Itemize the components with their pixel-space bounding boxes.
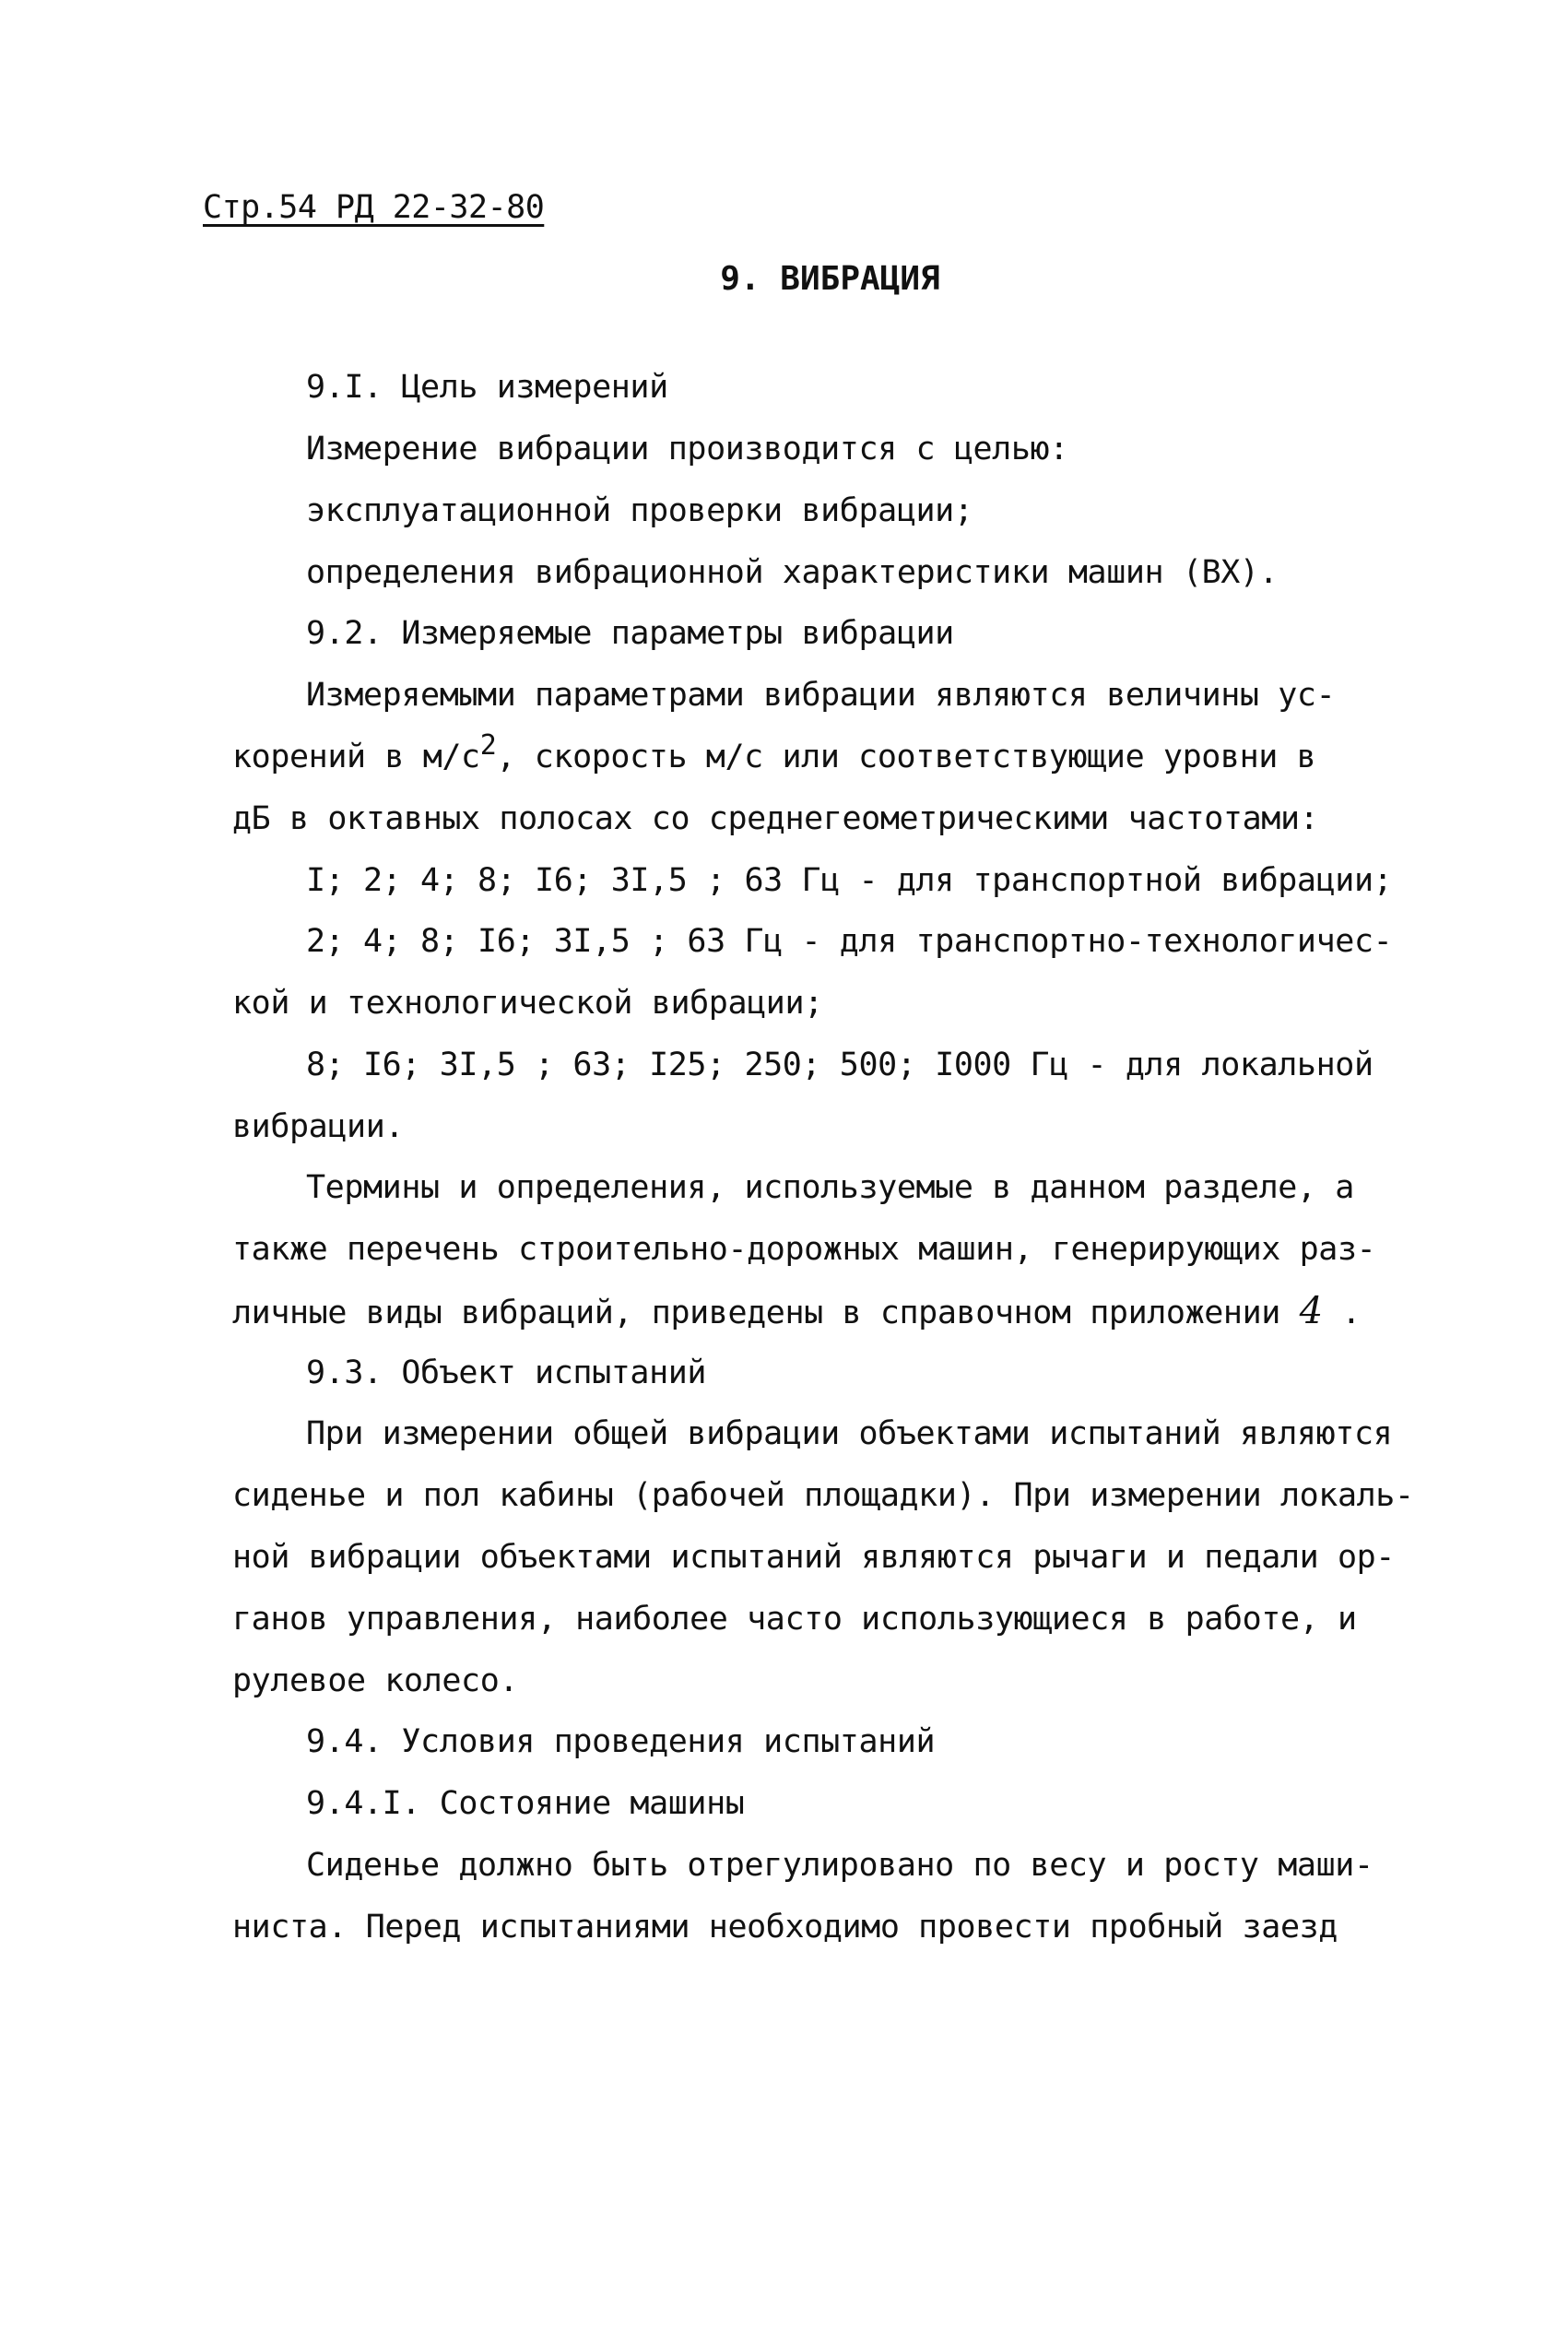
paragraph-line: [232, 729, 1316, 775]
line-text: личные виды вибраций, приведены в справочном приложении: [232, 1295, 1300, 1331]
paragraph-line: ганов управления, наиболее часто использующиеся в работе, и: [232, 1601, 1357, 1638]
paragraph-line: Измеряемыми параметрами вибрации являются величины ус-: [306, 677, 1336, 714]
subsection-heading: 9.I. Цель измерений: [306, 369, 668, 406]
paragraph-line: кой и технологической вибрации;: [232, 985, 823, 1022]
line-text: корений в м/с: [232, 739, 480, 775]
paragraph-line: Сиденье должно быть отрегулировано по весу и росту маши-: [306, 1847, 1373, 1884]
subsection-heading: 9.2. Измеряемые параметры вибрации: [306, 615, 954, 652]
line-text: .: [1322, 1295, 1362, 1331]
handwritten-number: 4: [1299, 1290, 1323, 1332]
paragraph-line: Измерение вибрации производится с целью:: [306, 431, 1068, 467]
paragraph-line: 2; 4; 8; I6; 3I,5 ; 63 Гц - для транспортно-технологичес-: [306, 923, 1393, 960]
paragraph-line: дБ в октавных полосах со среднегеометрическими частотами:: [232, 800, 1319, 837]
paragraph-line: 8; I6; 3I,5 ; 63; I25; 250; 500; I000 Гц - для локальной: [306, 1047, 1373, 1083]
paragraph-line: [232, 1290, 1361, 1332]
subsection-heading: 9.4.I. Состояние машины: [306, 1785, 745, 1822]
page-header: Стр.54 РД 22-32-80: [203, 189, 545, 226]
paragraph-line: эксплуатационной проверки вибрации;: [306, 492, 973, 529]
paragraph-line: рулевое колесо.: [232, 1662, 519, 1699]
paragraph-line: I; 2; 4; 8; I6; 3I,5 ; 63 Гц - для транспортной вибрации;: [306, 862, 1393, 899]
section-title: 9. ВИБРАЦИЯ: [720, 260, 940, 298]
paragraph-line: ной вибрации объектами испытаний являются рычаги и педали ор-: [232, 1539, 1395, 1576]
superscript: 2: [479, 729, 497, 762]
paragraph-line: вибрации.: [232, 1108, 405, 1145]
paragraph-line: определения вибрационной характеристики машин (ВХ).: [306, 554, 1279, 591]
paragraph-line: сиденье и пол кабины (рабочей площадки). При измерении локаль-: [232, 1477, 1414, 1514]
subsection-heading: 9.3. Объект испытаний: [306, 1354, 707, 1391]
subsection-heading: 9.4. Условия проведения испытаний: [306, 1723, 936, 1760]
paragraph-line: Термины и определения, используемые в данном разделе, а: [306, 1169, 1354, 1206]
paragraph-line: также перечень строительно-дорожных машин, генерирующих раз-: [232, 1231, 1376, 1268]
line-text: , скорость м/с или соответствующие уровни в: [496, 739, 1316, 775]
paragraph-line: ниста. Перед испытаниями необходимо провести пробный заезд: [232, 1909, 1338, 1946]
paragraph-line: При измерении общей вибрации объектами испытаний являются: [306, 1415, 1393, 1452]
